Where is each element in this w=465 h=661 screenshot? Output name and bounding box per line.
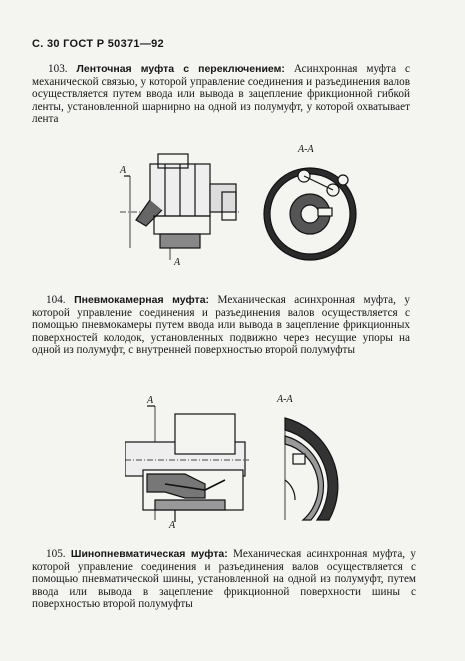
pneumatic-chamber-clutch-drawing (125, 380, 365, 530)
section-104 (32, 294, 410, 357)
section-term: Шинопневматическая муфта: (70, 548, 228, 560)
figure-band-clutch (110, 140, 370, 275)
section-view-label: А-А (298, 144, 314, 155)
page-header: С. 30 ГОСТ Р 50371—92 (32, 38, 164, 50)
section-number: 104. (46, 294, 66, 306)
figure-pneumatic-chamber-clutch (125, 380, 365, 535)
section-view-label: А-А (277, 394, 293, 405)
section-term: Ленточная муфта с переключением: (76, 63, 285, 75)
section-text: Механическая асинхронная муфта, у которой управление соединения и разъединения валов осуществляется с помощью пневмокамеры путем ввода или вывода в зацепление фрикционных поверхностей колодок, установленных подвижно через несущие упоры на одной из полумуфт, с внутренней поверхностью второй полумуфты (32, 294, 410, 357)
section-103 (32, 63, 410, 126)
section-105 (32, 548, 416, 611)
section-arrow-label-bottom: А (169, 520, 176, 530)
band-clutch-drawing (110, 140, 370, 270)
section-number: 103. (48, 63, 68, 75)
section-text: Механическая асинхронная муфта, у которой управление соединения и разъединения валов осуществляется с помощью пневматической шины, установленной на одной из полумуфт, путем ввода или вывода в зацепление фрикционной поверхности шины с поверхностью второй полумуфты (32, 548, 417, 611)
section-number: 105. (46, 548, 66, 560)
section-arrow-label-top: А (120, 165, 127, 176)
section-arrow-label-top: А (147, 395, 154, 406)
section-arrow-label-bottom: А (174, 257, 181, 268)
section-term: Пневмокамерная муфта: (74, 294, 210, 306)
section-text: Асинхронная муфта с механической связью, у которой управление соединения и разъединения валов осуществляется путем ввода или вывода в зацепление фрикционной гибкой ленты, установленной шарнирно на одной из полумуфт, у которой охватывает лента (32, 63, 410, 126)
